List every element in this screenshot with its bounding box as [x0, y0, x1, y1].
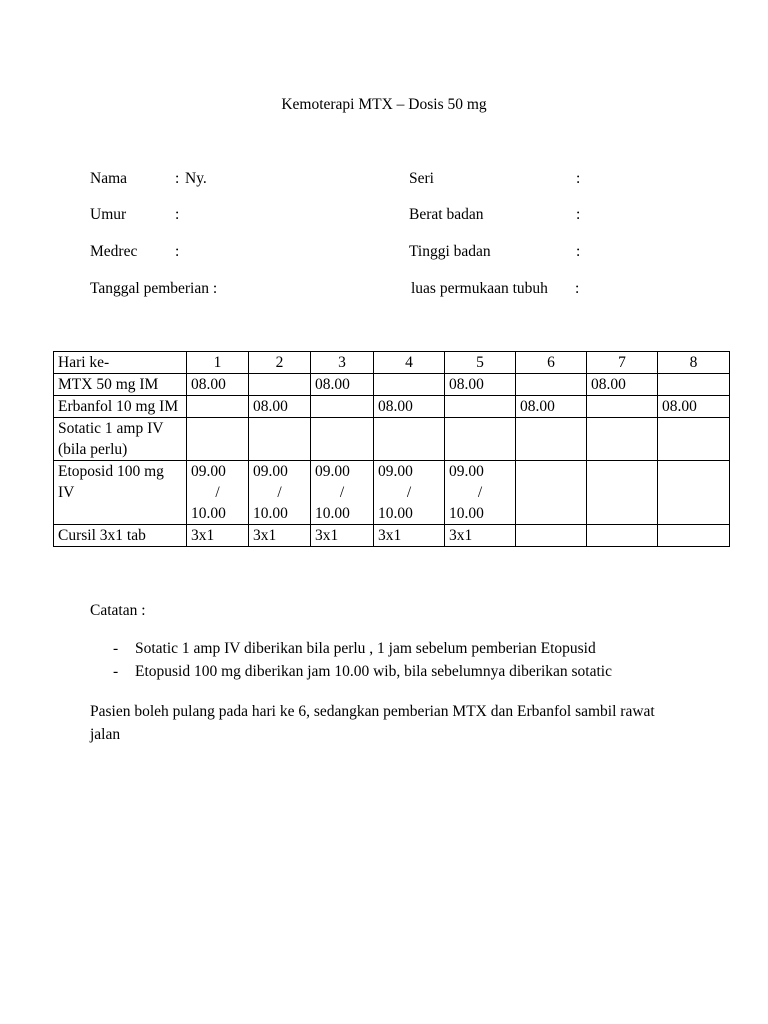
header-cell-day: 5: [445, 352, 516, 374]
row-label: Erbanfol 10 mg IM: [54, 396, 187, 418]
nama-label: Nama: [90, 170, 128, 187]
schedule-cell: [516, 525, 587, 547]
cell-line: /: [277, 484, 282, 501]
schedule-cell: [587, 525, 658, 547]
schedule-table: [53, 351, 730, 547]
table-row: [54, 418, 730, 461]
cell-line: 09.00: [253, 463, 288, 480]
schedule-cell: [658, 461, 730, 525]
schedule-cell: 08.00: [445, 374, 516, 396]
row-label: Cursil 3x1 tab: [54, 525, 187, 547]
berat-badan-separator: :: [576, 206, 581, 223]
schedule-cell: [311, 461, 374, 525]
schedule-cell: [249, 461, 311, 525]
notes-list: [113, 637, 612, 683]
note-item: - Etopusid 100 mg diberikan jam 10.00 wib, bila sebelumnya diberikan sotatic: [113, 660, 612, 683]
header-cell-day: 1: [187, 352, 249, 374]
schedule-cell: [187, 418, 249, 461]
schedule-cell: [374, 374, 445, 396]
header-cell-hari: Hari ke-: [54, 352, 187, 374]
schedule-cell: 08.00: [187, 374, 249, 396]
tinggi-badan-separator: :: [576, 243, 581, 260]
medrec-label: Medrec: [90, 243, 138, 260]
cell-line: 09.00: [449, 463, 484, 480]
schedule-cell: [445, 461, 516, 525]
schedule-cell: 3x1: [311, 525, 374, 547]
header-cell-day: 6: [516, 352, 587, 374]
schedule-cell: [516, 461, 587, 525]
cell-line: 09.00: [315, 463, 350, 480]
nama-value: Ny.: [185, 170, 207, 187]
schedule-cell: 3x1: [445, 525, 516, 547]
schedule-cell: [587, 418, 658, 461]
header-cell-day: 4: [374, 352, 445, 374]
seri-label: Seri: [409, 170, 434, 187]
schedule-cell: [311, 396, 374, 418]
cell-line: 09.00: [378, 463, 413, 480]
table-row: [54, 525, 730, 547]
medrec-separator: :: [175, 243, 180, 260]
header-cell-day: 8: [658, 352, 730, 374]
header-cell-day: 7: [587, 352, 658, 374]
cell-line: 10.00: [378, 505, 413, 522]
cell-line: 10.00: [315, 505, 350, 522]
table-row: [54, 396, 730, 418]
schedule-cell: [187, 461, 249, 525]
note-item: - Sotatic 1 amp IV diberikan bila perlu , 1 jam sebelum pemberian Etopusid: [113, 637, 612, 660]
cell-line: /: [477, 484, 483, 501]
schedule-cell: [516, 374, 587, 396]
header-cell-day: 3: [311, 352, 374, 374]
schedule-cell: 08.00: [311, 374, 374, 396]
schedule-cell: [445, 418, 516, 461]
header-cell-day: 2: [249, 352, 311, 374]
tinggi-badan-label: Tinggi badan: [409, 243, 491, 260]
schedule-cell: 3x1: [187, 525, 249, 547]
schedule-cell: [658, 418, 730, 461]
schedule-cell: [587, 461, 658, 525]
tanggal-pemberian-label: Tanggal pemberian :: [90, 280, 218, 297]
umur-separator: :: [175, 206, 180, 223]
notes-heading: Catatan :: [90, 602, 146, 619]
schedule-cell: [187, 396, 249, 418]
cell-line: 10.00: [253, 505, 288, 522]
schedule-cell: [249, 418, 311, 461]
schedule-cell: [311, 418, 374, 461]
row-label: Etoposid 100 mg IV: [54, 461, 187, 525]
luas-permukaan-separator: :: [575, 280, 580, 297]
seri-separator: :: [576, 170, 581, 187]
schedule-cell: [587, 396, 658, 418]
schedule-cell: [445, 396, 516, 418]
berat-badan-label: Berat badan: [409, 206, 484, 223]
schedule-cell: 08.00: [374, 396, 445, 418]
luas-permukaan-label: luas permukaan tubuh: [411, 280, 548, 297]
schedule-cell: 08.00: [658, 396, 730, 418]
cell-line: /: [339, 484, 345, 501]
document-title: Kemoterapi MTX – Dosis 50 mg: [281, 96, 487, 113]
schedule-cell: [374, 461, 445, 525]
schedule-cell: [374, 418, 445, 461]
table-row: [54, 374, 730, 396]
cell-line: 10.00: [191, 505, 226, 522]
table-row: [54, 461, 730, 525]
schedule-cell: 08.00: [516, 396, 587, 418]
schedule-cell: 08.00: [587, 374, 658, 396]
schedule-cell: [249, 374, 311, 396]
nama-separator: :: [175, 170, 180, 187]
cell-line: 10.00: [449, 505, 484, 522]
cell-line: /: [406, 484, 412, 501]
schedule-cell: 08.00: [249, 396, 311, 418]
schedule-cell: 3x1: [374, 525, 445, 547]
row-label: Sotatic 1 amp IV (bila perlu): [54, 418, 187, 461]
schedule-cell: [658, 374, 730, 396]
schedule-cell: [516, 418, 587, 461]
table-header-row: [54, 352, 730, 374]
schedule-cell: [658, 525, 730, 547]
cell-line: /: [215, 484, 220, 501]
schedule-cell: 3x1: [249, 525, 311, 547]
row-label: MTX 50 mg IM: [54, 374, 187, 396]
closing-paragraph: Pasien boleh pulang pada hari ke 6, sedangkan pemberian MTX dan Erbanfol sambil rawat jalan: [90, 703, 655, 743]
cell-line: 09.00: [191, 463, 226, 480]
umur-label: Umur: [90, 206, 127, 223]
